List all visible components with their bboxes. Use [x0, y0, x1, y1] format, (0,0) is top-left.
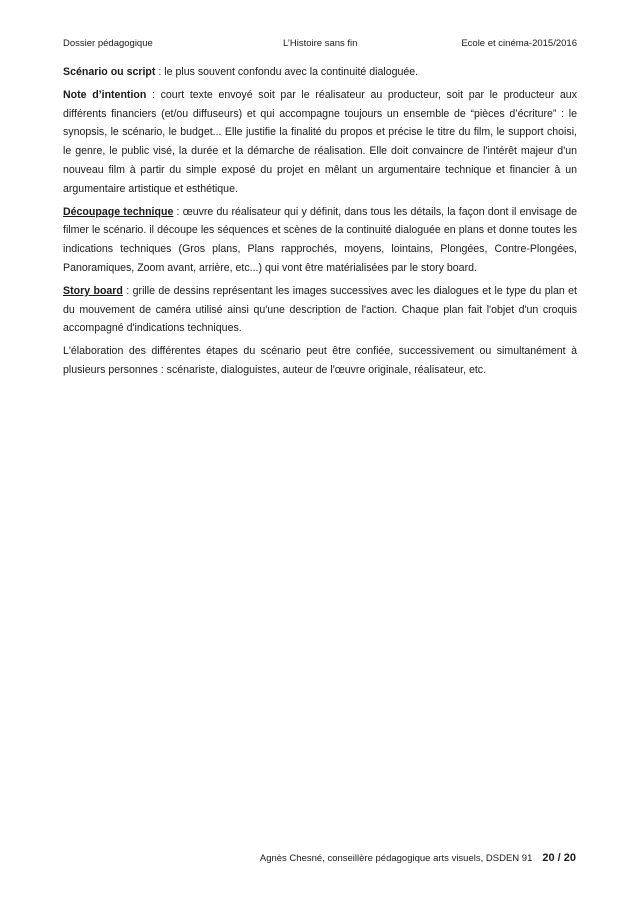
definition-note-intention-text: : court texte envoyé soit par le réalisateur au producteur, soit par le producteur aux différents financiers (et/ou diffuseurs) et qui accompagne toujours un ensemble de “pièces d’écriture” : le synopsis, le scénario, le budget... Elle justifie la finalité du propos et précise le titre du film, le support choisi, le genre, le public visé, la durée et la démarche de réalisation. Elle doit convaincre de l'intérêt majeur d'un nouveau film à partir du simple exposé du projet en mêlant un argumentaire technique et financier à un argumentaire artistique et esthétique.	[63, 88, 577, 195]
definition-decoupage-text: : œuvre du réalisateur qui y définit, dans tous les détails, la façon dont il envisage de filmer le scénario. il découpe les séquences et scènes de la continuité dialoguée en plans et donne toutes les indications techniques (Gros plans, Plans rapprochés, moyens, lointains, Plongées, Contre-Plongées, Panoramiques, Zoom avant, arrière, etc...) qui vont être matérialisées par le story board.	[63, 205, 577, 274]
definition-story-board-text: : grille de dessins représentant les images successives avec les dialogues et le type du plan et du mouvement de caméra utilisé ainsi qu'une description de l'action. Chaque plan fait l'objet d'un croquis accompagné d'indications techniques.	[63, 284, 577, 335]
definition-note-intention	[63, 86, 577, 199]
term-scenario: Scénario ou script	[63, 66, 156, 78]
footer-author: Agnès Chesné, conseillère pédagogique arts visuels, DSDEN 91	[259, 853, 533, 864]
definition-decoupage	[63, 203, 577, 278]
term-note-intention: Note d’intention	[63, 88, 147, 101]
term-decoupage-technique: Découpage technique	[63, 205, 174, 218]
term-story-board: Story board	[63, 284, 123, 297]
definition-story-board	[63, 282, 577, 338]
page-body	[63, 63, 577, 384]
page-number: 20 / 20	[542, 852, 576, 864]
header-film-title: L’Histoire sans fin	[283, 38, 358, 49]
closing-paragraph: L'élaboration des différentes étapes du scénario peut être confiée, successivement ou simultanément à plusieurs personnes : scénariste, dialoguistes, auteur de l'œuvre originale, réalisateur, etc.	[63, 345, 577, 376]
page-header	[63, 38, 577, 52]
header-program-year: Ecole et cinéma-2015/2016	[461, 38, 577, 49]
definition-scenario	[63, 63, 577, 82]
header-dossier-title: Dossier pédagogique	[63, 38, 153, 49]
page-footer	[260, 852, 576, 864]
definition-scenario-text: : le plus souvent confondu avec la continuité dialoguée.	[155, 66, 419, 78]
